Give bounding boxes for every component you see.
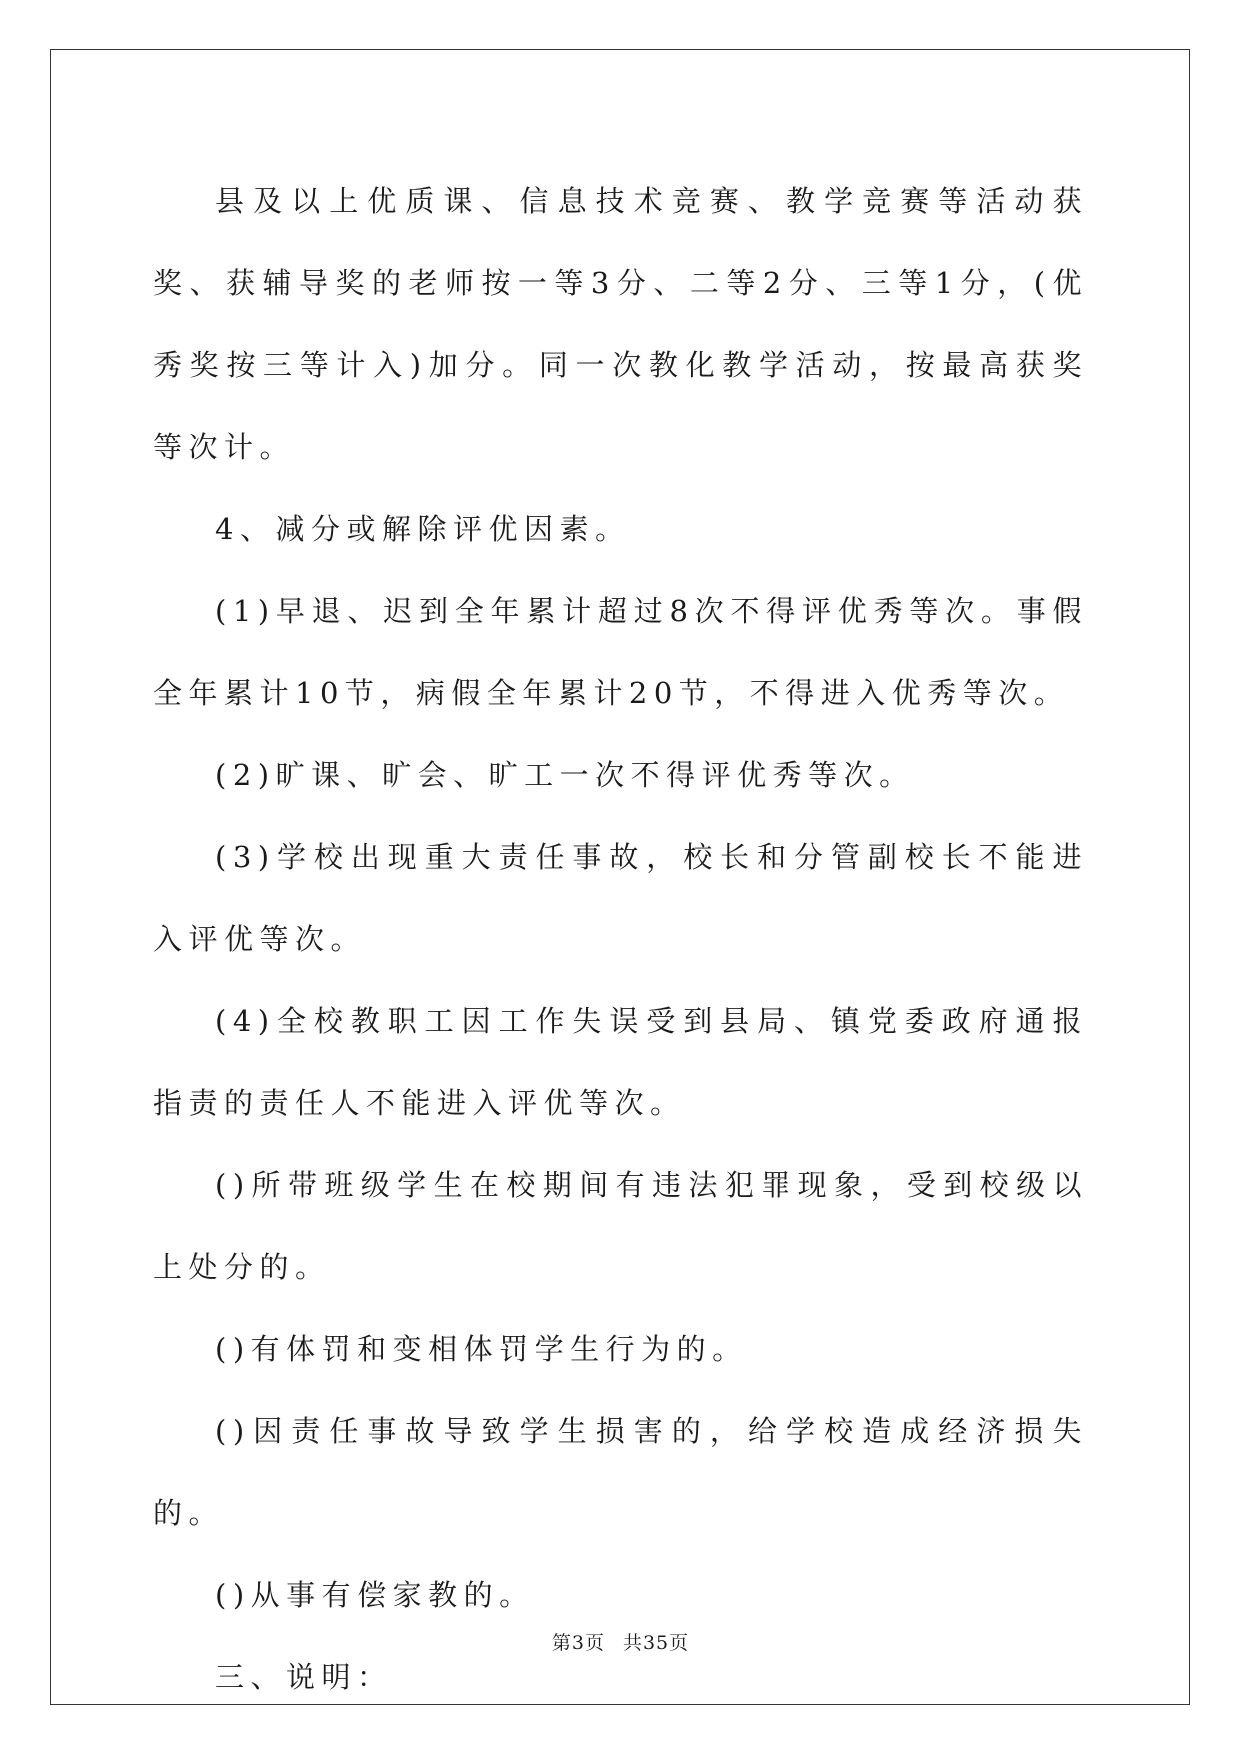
page-footer	[0, 1628, 1241, 1655]
paragraph-section-3-explanation: 三、说明：	[215, 1660, 393, 1694]
paragraph-item-liability-accident: ()因责任事故导致学生损害的，给学校造成经济损失的。	[153, 1414, 1088, 1530]
document-body	[153, 160, 1088, 1718]
paragraph-item-paid-tutoring: ()从事有偿家教的。	[215, 1578, 535, 1612]
paragraph-item-4-criticism: (4)全校教职工因工作失误受到县局、镇党委政府通报指责的责任人不能进入评优等次。	[153, 1004, 1088, 1120]
paragraph-section-4-heading: 4、减分或解除评优因素。	[215, 512, 631, 546]
paragraph-item-3-accident: (3)学校出现重大责任事故，校长和分管副校长不能进入评优等次。	[153, 840, 1088, 956]
paragraph-item-2-absence: (2)旷课、旷会、旷工一次不得评优秀等次。	[215, 758, 915, 792]
paragraph-item-1-attendance: (1)早退、迟到全年累计超过8次不得评优秀等次。事假全年累计10节，病假全年累计20节，不得进入优秀等次。	[153, 594, 1088, 710]
paragraph-item-student-discipline: ()所带班级学生在校期间有违法犯罪现象，受到校级以上处分的。	[153, 1168, 1088, 1284]
paragraph-item-corporal-punishment: ()有体罚和变相体罚学生行为的。	[215, 1332, 748, 1366]
paragraph-award-scoring: 县及以上优质课、信息技术竞赛、教学竞赛等活动获奖、获辅导奖的老师按一等3分、二等2分、三等1分，(优秀奖按三等计入)加分。同一次教化教学活动，按最高获奖等次计。	[153, 184, 1088, 464]
page-total: 共35页	[622, 1632, 690, 1654]
page-number: 第3页	[551, 1632, 605, 1654]
